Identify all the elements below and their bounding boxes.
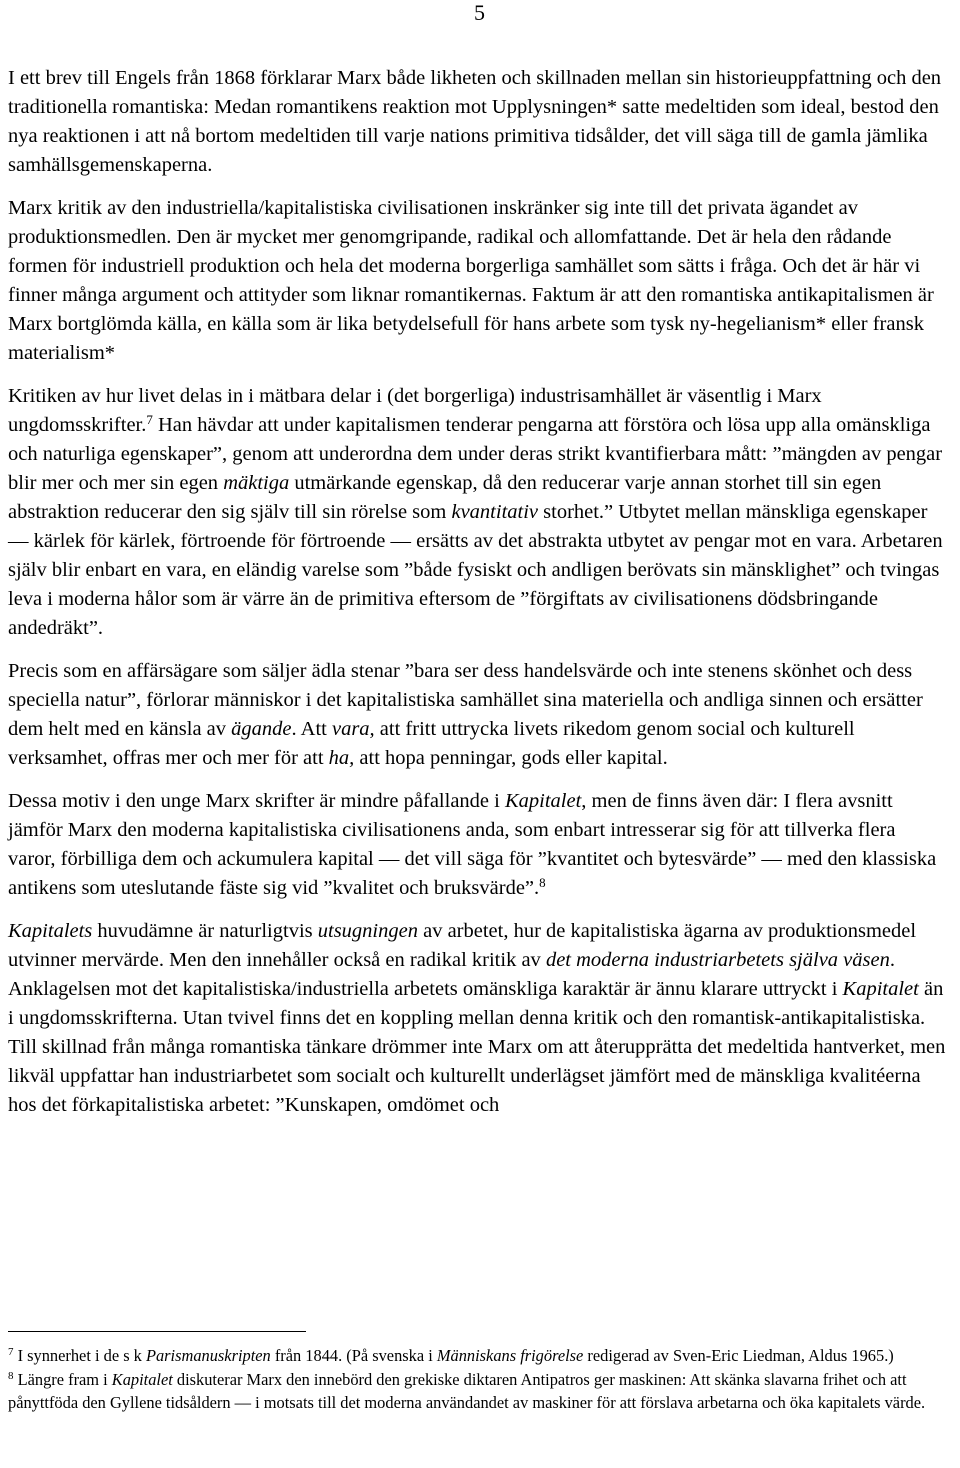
text-run: Precis som en affärsägare som säljer ädla stenar ”bara ser dess handelsvärde och inte stenens skönhet och dess speciella natur”, förlorar människor i det kapitalistiska samhället sina materiella och andliga sinnen och ersätter dem helt med en känsla av [8, 660, 923, 740]
paragraph [8, 64, 948, 180]
text-run: huvudämne är naturligtvis [92, 920, 318, 942]
text-run: Längre fram i [13, 1369, 112, 1389]
footnote-divider [8, 1331, 306, 1332]
italic-text: utsugningen [317, 920, 418, 942]
text-run: från 1844. (På svenska i [270, 1346, 437, 1365]
text-run: att fritt uttrycka livets rikedom genom social och kulturell verksamhet, offras mer och mer för att [8, 718, 855, 769]
text-run: I ett brev till Engels från 1868 förklarar Marx både likheten och skillnaden mellan sin historieuppfattning och den traditionella romantiska: Medan romantikens reaktion mot Upplysningen* satte medeltiden som ideal, bestod den nya reaktionen i att nå bortom medeltiden till varje nations primitiva tidsålder, det vill säga till de gamla jämlika samhällsgemenskaperna. [8, 67, 942, 176]
text-run: än i ungdomsskrifterna. Utan tvivel finns det en koppling mellan denna kritik och den romantisk-antikapitalistiska. Till skillnad från många romantiska tänkare drömmer inte Marx om att återupprätta det medeltida hantverket, men likväl uppfattar han industriarbetet som socialt och kulturellt underlägset jämfört med de mänskliga kvalitéerna hos det förkapitalistiska arbetet: ”Kunskapen, omdömet och [8, 978, 946, 1116]
footnote [8, 1368, 948, 1415]
text-run: storhet.” Utbytet mellan mänskliga egenskaper — kärlek för kärlek, förtroende för förtroende — ersätts av det abstrakta utbytet av pengar mot en vara. Arbetaren själv blir enbart en vara, en eländig varelse som ”både fysiskt och andligen berövats sin mänsklighet” och tvingas leva i moderna hålor som är värre än de primitiva eftersom de ”förgiftats av civilisationens dödsbringande andedräkt”. [8, 501, 943, 639]
italic-text: Kapitalet [842, 978, 919, 1000]
text-run: . Att [291, 718, 332, 740]
paragraph [8, 194, 948, 368]
text-run: diskuterar Marx den innebörd den grekiske diktaren Antipatros ger maskinen: Att skänka slavarna frihet och att pånyttföda den Gyllene tidsåldern — i motsats till det moderna användandet av maskiner för att förslava arbetarna och öka kapitalets värde. [8, 1369, 926, 1412]
page-number: 5 [474, 0, 485, 25]
footnote-reference: 7 [8, 1346, 14, 1358]
italic-text: Kapitalets [8, 920, 93, 942]
paragraph [8, 917, 948, 1120]
italic-text: Kapitalet [504, 790, 582, 812]
text-run: av arbetet, hur de kapitalistiska ägarna av produktionsmedel utvinner mervärde. Men den innehåller också en radikal kritik av [8, 920, 917, 971]
footnote-reference: 8 [539, 875, 546, 890]
italic-text: det moderna industriarbetets själva väsen [545, 949, 890, 971]
paragraph [8, 787, 948, 903]
text-run: I synnerhet i de s k [13, 1346, 146, 1365]
paragraph [8, 657, 948, 773]
paragraph [8, 382, 948, 643]
text-run: redigerad av Sven-Eric Liedman, Aldus 1965.) [583, 1346, 894, 1365]
italic-text: mäktiga [223, 472, 290, 494]
text-run: Dessa motiv i den unge Marx skrifter är mindre påfallande i [8, 790, 505, 812]
body-text [8, 64, 948, 1120]
text-run: Kritiken av hur livet delas in i mätbara delar i (det borgerliga) industrisamhället är väsentlig i Marx ungdomsskrifter. [8, 385, 822, 436]
italic-text: vara, [331, 718, 375, 740]
italic-text: Kapitalet [111, 1369, 173, 1389]
text-run: att hopa penningar, gods eller kapital. [354, 747, 668, 769]
text-run: utmärkande egenskap, då den reducerar varje annan storhet till sin egen abstraktion reducerar den sig själv till sin rörelse som [8, 472, 882, 523]
text-run: , men de finns även där: I flera avsnitt jämför Marx den moderna kapitalistiska civilisationens anda, som enbart intresserar sig för att tillverka flera varor, förbilliga dem och ackumulera kapital — det vill säga för ”kvantitet och bytesvärde” — med den klassiska antikens som uteslutande fäste sig vid ”kvalitet och bruksvärde”. [8, 790, 937, 899]
italic-text: ha, [328, 747, 355, 769]
italic-text: Parismanuskripten [145, 1346, 271, 1365]
footnotes [8, 1344, 948, 1415]
text-run: . Anklagelsen mot det kapitalistiska/industriella arbetets omänskliga karaktär är ännu klarare uttryckt i [8, 949, 895, 1000]
text-run: Han hävdar att under kapitalismen tenderar pengarna att förstöra och lösa upp alla omänskliga och naturliga egenskaper”, genom att underordna dem under deras strikt kvantifierbara mått: ”mängden av pengar blir mer och mer sin egen [8, 414, 943, 494]
footnote-reference: 7 [146, 412, 153, 427]
italic-text: Människans frigörelse [436, 1346, 584, 1365]
italic-text: ägande [231, 718, 292, 740]
footnote-reference: 8 [8, 1369, 14, 1382]
text-run: Marx kritik av den industriella/kapitalistiska civilisationen inskränker sig inte till det privata ägandet av produktionsmedlen. Den är mycket mer genomgripande, radikal och allomfattande. Det är hela den rådande formen för industriell produktion och hela det moderna borgerliga samhället som sätts i fråga. Och det är här vi finner många argument och attityder som liknar romantikernas. Faktum är att den romantiska antikapitalismen är Marx bortglömda källa, en källa som är lika betydelsefull för hans arbete som tysk ny-hegelianism* eller fransk materialism* [8, 197, 934, 364]
footnote [8, 1344, 948, 1368]
italic-text: kvantitativ [451, 501, 539, 523]
